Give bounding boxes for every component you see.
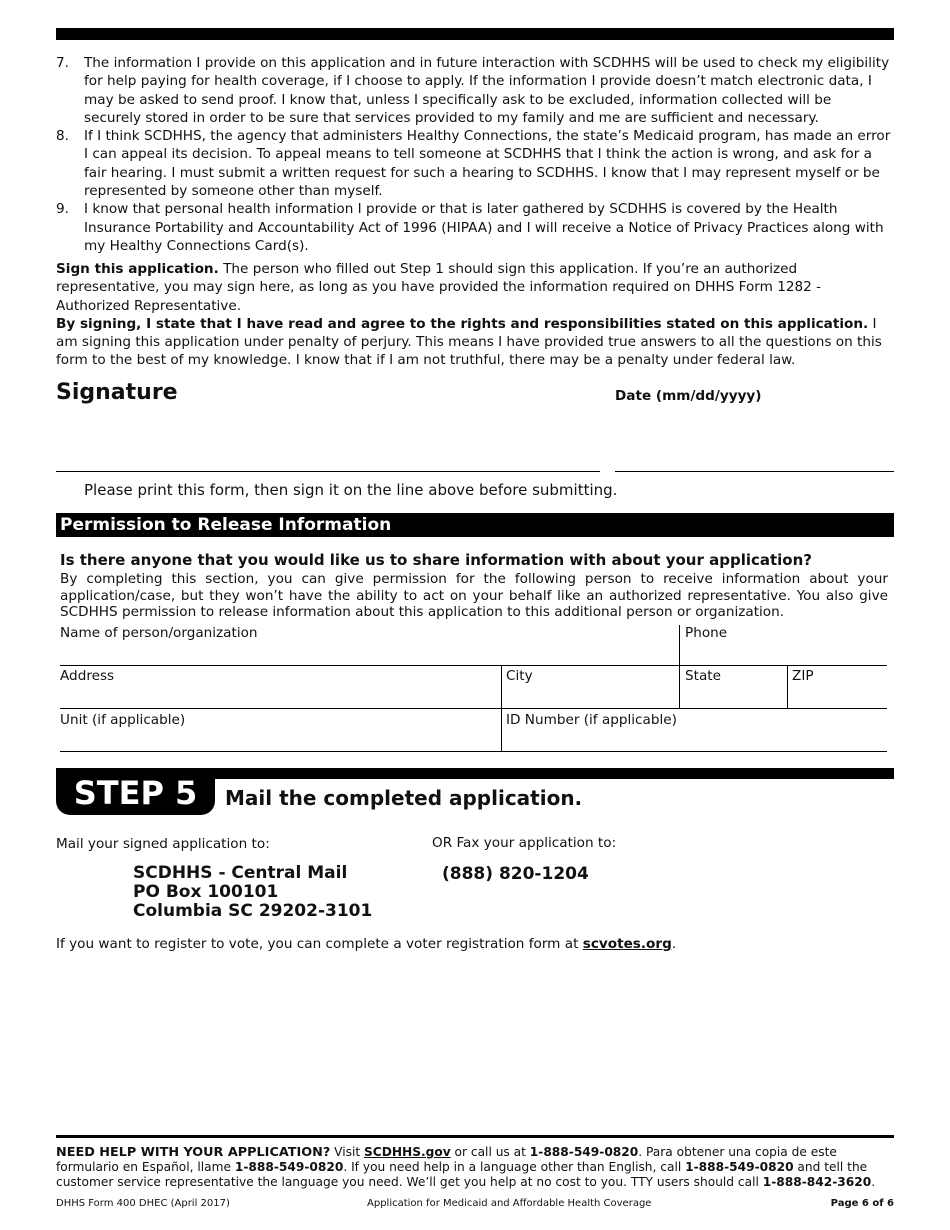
date-line[interactable] xyxy=(615,471,894,472)
phone-number: 1-888-549-0820 xyxy=(234,1160,344,1175)
sign-heading: Sign this application. xyxy=(56,261,219,277)
item-text: I know that personal health information I provide or that is later gathered by SCDHHS is covered by the Health Insurance Portability and Accountability Act of 1996 (HIPAA) and I will receive a Notice of Privacy Practices along with my Healthy Connections Card(s). xyxy=(84,201,884,254)
divider xyxy=(787,665,788,708)
vote-end: . xyxy=(671,936,677,952)
scdhhs-link[interactable]: SCDHHS.gov xyxy=(363,1145,451,1159)
list-item xyxy=(56,54,892,127)
fax-number: (888) 820-1204 xyxy=(442,864,589,884)
footer-rule xyxy=(56,1135,894,1138)
signature-line[interactable] xyxy=(56,471,600,472)
item-text: If I think SCDHHS, the agency that administers Healthy Connections, the state’s Medicaid program, has made an error I can appeal its decision. To appeal means to tell someone at SCDHHS that I think the action is wrong, and ask for a fair hearing. I must submit a written request for such a hearing to SCDHHS. I know that I may represent myself or be represented by someone other than myself. xyxy=(84,128,891,200)
agree-text: I am signing this application under penalty of perjury. This means I have provided true answers to all the questions on this form to the best of my knowledge. I know that if I am not truthful, there may be a penalty under federal law. xyxy=(56,315,882,369)
divider xyxy=(679,665,680,708)
address-line: Columbia SC 29202-3101 xyxy=(133,901,373,921)
phone-number: 1-888-549-0820 xyxy=(529,1145,639,1159)
unit-field-label: Unit (if applicable) xyxy=(60,712,186,728)
step-badge: STEP 5 xyxy=(56,768,215,815)
signature-label: Signature xyxy=(56,380,178,405)
address-line: SCDHHS - Central Mail xyxy=(133,863,348,883)
help-text xyxy=(56,1145,894,1191)
share-question: Is there anyone that you would like us to share information with about your application? xyxy=(60,551,812,569)
agree-statement: By signing, I state that I have read and agree to the rights and responsibilities stated on this application. xyxy=(56,315,869,332)
page-number: Page 6 of 6 xyxy=(830,1198,894,1209)
form-id: DHHS Form 400 DHEC (April 2017) xyxy=(56,1198,230,1209)
item-number: 8. xyxy=(56,128,69,145)
help-lead: NEED HELP WITH YOUR APPLICATION? xyxy=(56,1145,331,1160)
item-number: 9. xyxy=(56,201,69,218)
city-field-label: City xyxy=(506,668,533,684)
phone-field-label: Phone xyxy=(685,625,728,641)
tty-number: 1-888-842-3620 xyxy=(762,1175,872,1190)
vote-text: If you want to register to vote, you can complete a voter registration form at xyxy=(56,936,583,952)
help-fragment: . Para obtener una copia de este formulario en Español, llame xyxy=(56,1145,837,1175)
date-label: Date (mm/dd/yyyy) xyxy=(615,388,762,404)
sign-instructions xyxy=(56,260,892,370)
item-number: 7. xyxy=(56,55,69,71)
help-fragment: . If you need help in a language other than English, call xyxy=(343,1160,686,1175)
mail-label: Mail your signed application to: xyxy=(56,836,270,852)
divider xyxy=(679,625,680,665)
name-field-line[interactable] xyxy=(60,665,887,666)
step-title: Mail the completed application. xyxy=(225,786,583,810)
help-fragment: or call us at xyxy=(450,1145,530,1159)
form-title: Application for Medicaid and Affordable Health Coverage xyxy=(367,1198,652,1209)
top-rule xyxy=(56,28,894,40)
share-description: By completing this section, you can give permission for the following person to receive information about your application/case, but they won’t have the ability to act on your behalf like an authorized representative. You also give SCDHHS permission to release information about this application to this additional person or organization. xyxy=(60,571,888,621)
list-item xyxy=(56,127,892,200)
state-field-label: State xyxy=(685,668,721,684)
sign-text: The person who filled out Step 1 should sign this application. If you’re an authorized representative, you may sign here, as long as you have provided the information required on DHHS Form 1282 - Authorized Representative. xyxy=(56,261,822,314)
address-field-line[interactable] xyxy=(60,708,887,709)
responsibility-list xyxy=(56,54,892,255)
release-section-title: Permission to Release Information xyxy=(56,513,894,537)
voter-registration-note xyxy=(56,936,676,952)
name-field-label: Name of person/organization xyxy=(60,625,258,641)
help-fragment: Visit xyxy=(330,1145,364,1159)
list-item xyxy=(56,200,892,255)
unit-field-line[interactable] xyxy=(60,751,887,752)
phone-number: 1-888-549-0820 xyxy=(685,1160,794,1175)
mailing-address xyxy=(133,864,372,921)
scvotes-link[interactable]: scvotes.org xyxy=(582,936,672,952)
address-line: PO Box 100101 xyxy=(133,882,279,902)
help-fragment: . xyxy=(871,1175,876,1190)
zip-field-label: ZIP xyxy=(792,668,814,684)
help-fragment: and tell the customer service representative the language you need. We’ll get you help at no cost to you. TTY users should call xyxy=(56,1160,868,1190)
fax-label: OR Fax your application to: xyxy=(432,835,617,851)
id-number-field-label: ID Number (if applicable) xyxy=(506,712,677,728)
address-field-label: Address xyxy=(60,668,115,684)
item-text: The information I provide on this application and in future interaction with SCDHHS will be used to check my eligibility for help paying for health coverage, if I choose to apply. If the information I provide doesn’t match electronic data, I may be asked to send proof. I know that, unless I specifically ask to be excluded, information collected will be securely stored in order to be sure that services provided to my family and me are sufficient and necessary. xyxy=(84,55,890,126)
print-note: Please print this form, then sign it on the line above before submitting. xyxy=(84,481,618,499)
